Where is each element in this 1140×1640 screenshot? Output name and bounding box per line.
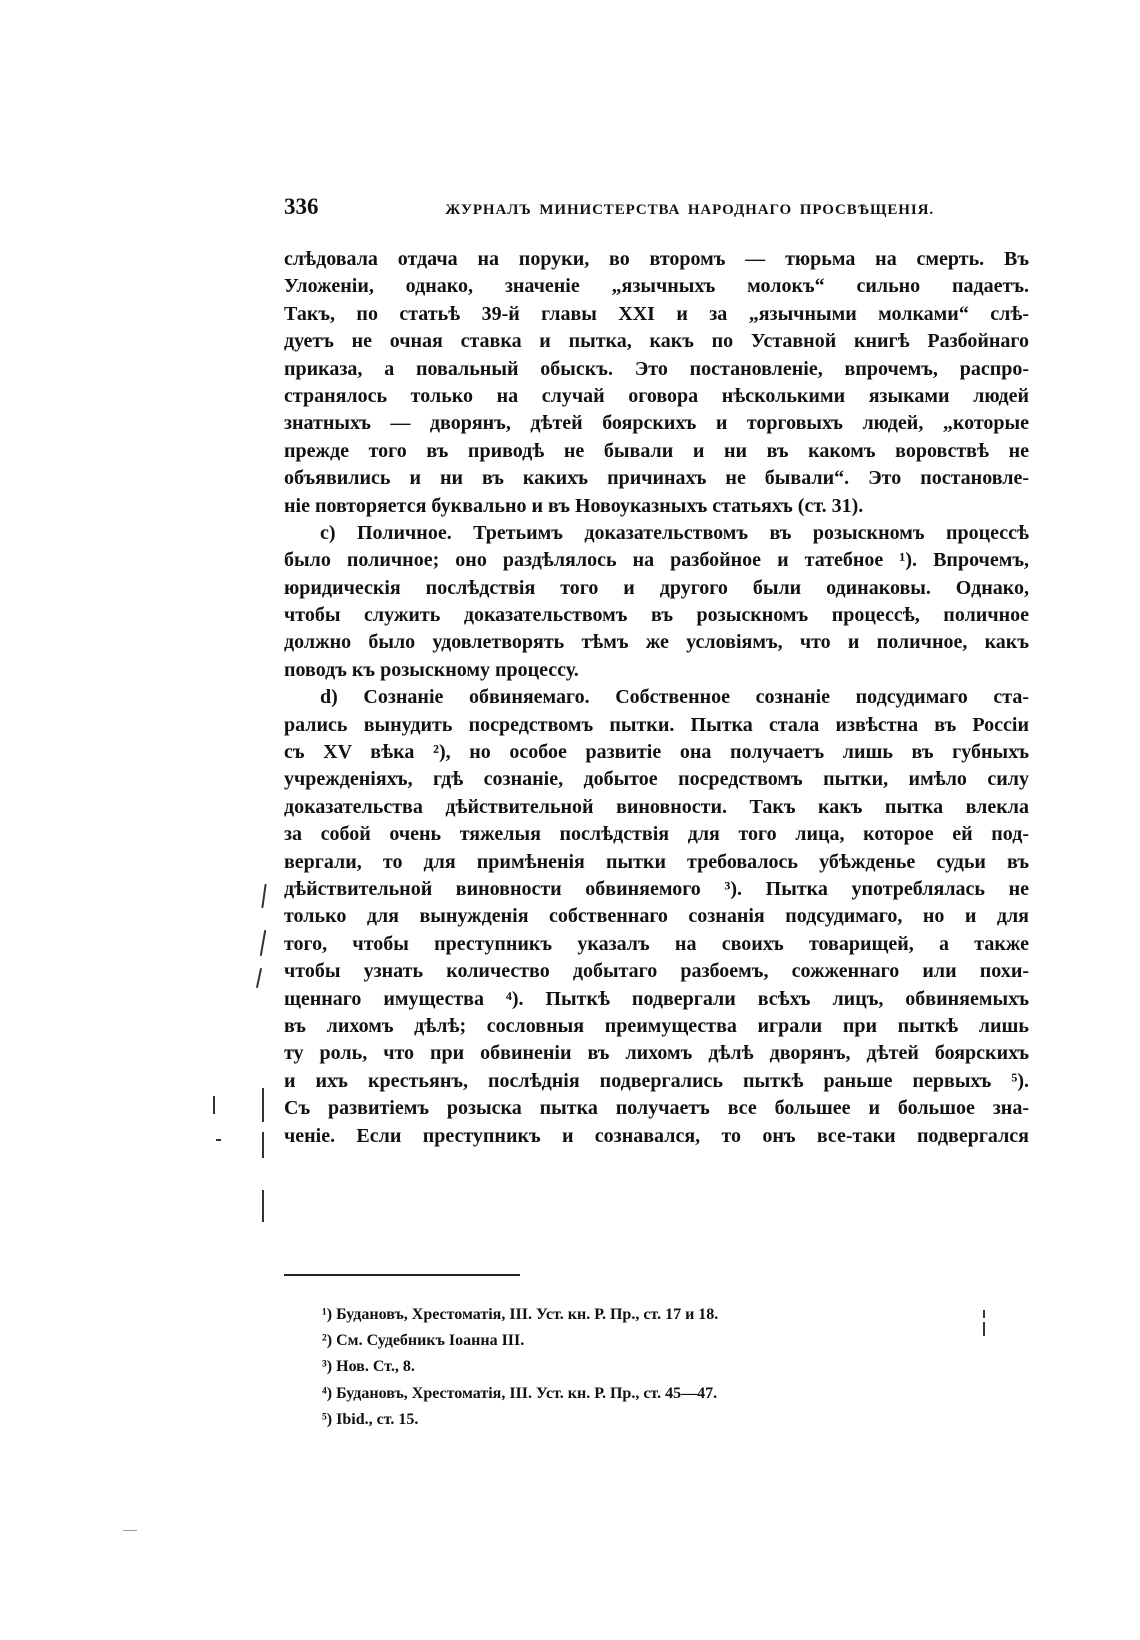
text-line: рались вынудить посредствомъ пытки. Пытка стала извѣстна въ Россіи bbox=[284, 713, 1029, 736]
margin-pencil-mark bbox=[216, 1139, 221, 1141]
text-line: Такъ, по статьѣ 39-й главы XXI и за „язычными молками“ слѣ- bbox=[284, 302, 1029, 325]
text-line: доказательства дѣйствительной виновности. Такъ какъ пытка влекла bbox=[284, 795, 1029, 818]
margin-pencil-mark bbox=[262, 1190, 264, 1222]
footnotes bbox=[322, 1302, 962, 1433]
text-line: за собой очень тяжелыя послѣдствія для того лица, которое ей под- bbox=[284, 823, 1029, 846]
text-line: слѣдовала отдача на поруки, во второмъ — тюрьма на смерть. Въ bbox=[284, 248, 1029, 270]
text-line: дуетъ не очная ставка и пытка, какъ по Уставной книгѣ Разбойнаго bbox=[284, 330, 1029, 353]
text-line: учрежденіяхъ, гдѣ сознаніе, добытое посредствомъ пытки, имѣло силу bbox=[284, 768, 1029, 791]
page-header bbox=[284, 194, 934, 220]
running-head: ЖУРНАЛЪ МИНИСТЕРСТВА НАРОДНАГО ПРОСВѢЩЕНІЯ. bbox=[445, 202, 934, 218]
text-line: ту роль, что при обвиненіи въ лихомъ дѣлѣ дворянъ, дѣтей боярскихъ bbox=[284, 1042, 1029, 1065]
footnote-divider bbox=[284, 1274, 520, 1276]
margin-pencil-mark bbox=[983, 1322, 985, 1336]
margin-pencil-mark bbox=[213, 1096, 215, 1114]
text-line: чтобы узнать количество добытаго разбоемъ, сожженнаго или похи- bbox=[284, 960, 1029, 983]
text-line: и ихъ крестьянъ, послѣднія подвергались пыткѣ раньше первыхъ ⁵). bbox=[284, 1069, 1029, 1092]
margin-pencil-mark bbox=[262, 1132, 264, 1158]
footnote: ⁴) Будановъ, Хрестоматія, III. Уст. кн. Р. Пр., ст. 45—47. bbox=[322, 1384, 718, 1402]
text-line: Съ развитіемъ розыска пытка получаетъ все большее и большое зна- bbox=[284, 1097, 1029, 1120]
text-line: объявились и ни въ какихъ причинахъ не бывали“. Это постановле- bbox=[284, 467, 1029, 490]
text-line: должно было удовлетворять тѣмъ же условіямъ, что и поличное, какъ bbox=[284, 631, 1029, 654]
margin-pencil-mark bbox=[261, 884, 266, 908]
text-line: ченіе. Если преступникъ и сознавался, то онъ все-таки подвергался bbox=[284, 1124, 1029, 1147]
text-line: съ XV вѣка ²), но особое развитіе она получаетъ лишь въ губныхъ bbox=[284, 741, 1029, 764]
text-line: приказа, а повальный обыскъ. Это постановленіе, впрочемъ, распро- bbox=[284, 357, 1029, 380]
footnote: ³) Нов. Ст., 8. bbox=[322, 1358, 415, 1376]
margin-pencil-mark bbox=[123, 1530, 137, 1531]
text-line: поводъ къ розыскному процессу. bbox=[284, 658, 579, 681]
text-line: чтобы служить доказательствомъ въ розыскномъ процессѣ, поличное bbox=[284, 604, 1029, 627]
footnote: ⁵) Ibid., ст. 15. bbox=[322, 1410, 419, 1428]
text-line: щеннаго имущества ⁴). Пыткѣ подвергали всѣхъ лицъ, обвиняемыхъ bbox=[284, 987, 1029, 1010]
text-line: вергали, то для примѣненія пытки требовалось убѣжденье судьи въ bbox=[284, 850, 1029, 873]
text-line: странялось только на случай оговора нѣсколькими языками людей bbox=[284, 384, 1029, 407]
section-heading-line: c) Поличное. Третьимъ доказательствомъ въ розыскномъ процессѣ bbox=[320, 521, 1029, 544]
text-line: было поличное; оно раздѣлялось на разбойное и татебное ¹). Впрочемъ, bbox=[284, 549, 1029, 572]
text-line: прежде того въ приводѣ не бывали и ни въ какомъ воровствѣ не bbox=[284, 439, 1029, 462]
text-line: только для вынужденія собственнаго сознанія подсудимаго, но и для bbox=[284, 905, 1029, 928]
text-line: ніе повторяется буквально и въ Новоуказныхъ статьяхъ (ст. 31). bbox=[284, 494, 864, 517]
margin-pencil-mark bbox=[256, 968, 262, 988]
text-line: того, чтобы преступникъ указалъ на своихъ товарищей, а также bbox=[284, 932, 1029, 955]
section-heading-line: d) Сознаніе обвиняемаго. Собственное сознаніе подсудимаго ста- bbox=[320, 686, 1029, 709]
text-line: юридическія послѣдствія того и другого были одинаковы. Однако, bbox=[284, 576, 1029, 599]
footnote: ¹) Будановъ, Хрестоматія, III. Уст. кн. Р. Пр., ст. 17 и 18. bbox=[322, 1306, 719, 1323]
footnote: ²) См. Судебникъ Іоанна III. bbox=[322, 1332, 525, 1350]
text-line: дѣйствительной виновности обвиняемого ³). Пытка употреблялась не bbox=[284, 877, 1029, 900]
text-line: въ лихомъ дѣлѣ; сословныя преимущества играли при пыткѣ лишь bbox=[284, 1014, 1029, 1037]
body-text bbox=[284, 246, 1029, 1150]
text-line: знатныхъ — дворянъ, дѣтей боярскихъ и торговыхъ людей, „которые bbox=[284, 412, 1029, 435]
text-line: Уложеніи, однако, значеніе „язычныхъ молокъ“ сильно падаетъ. bbox=[284, 275, 1029, 298]
margin-pencil-mark bbox=[983, 1310, 985, 1318]
page-number: 336 bbox=[284, 194, 319, 219]
margin-pencil-mark bbox=[260, 930, 266, 956]
margin-pencil-mark bbox=[262, 1088, 264, 1122]
